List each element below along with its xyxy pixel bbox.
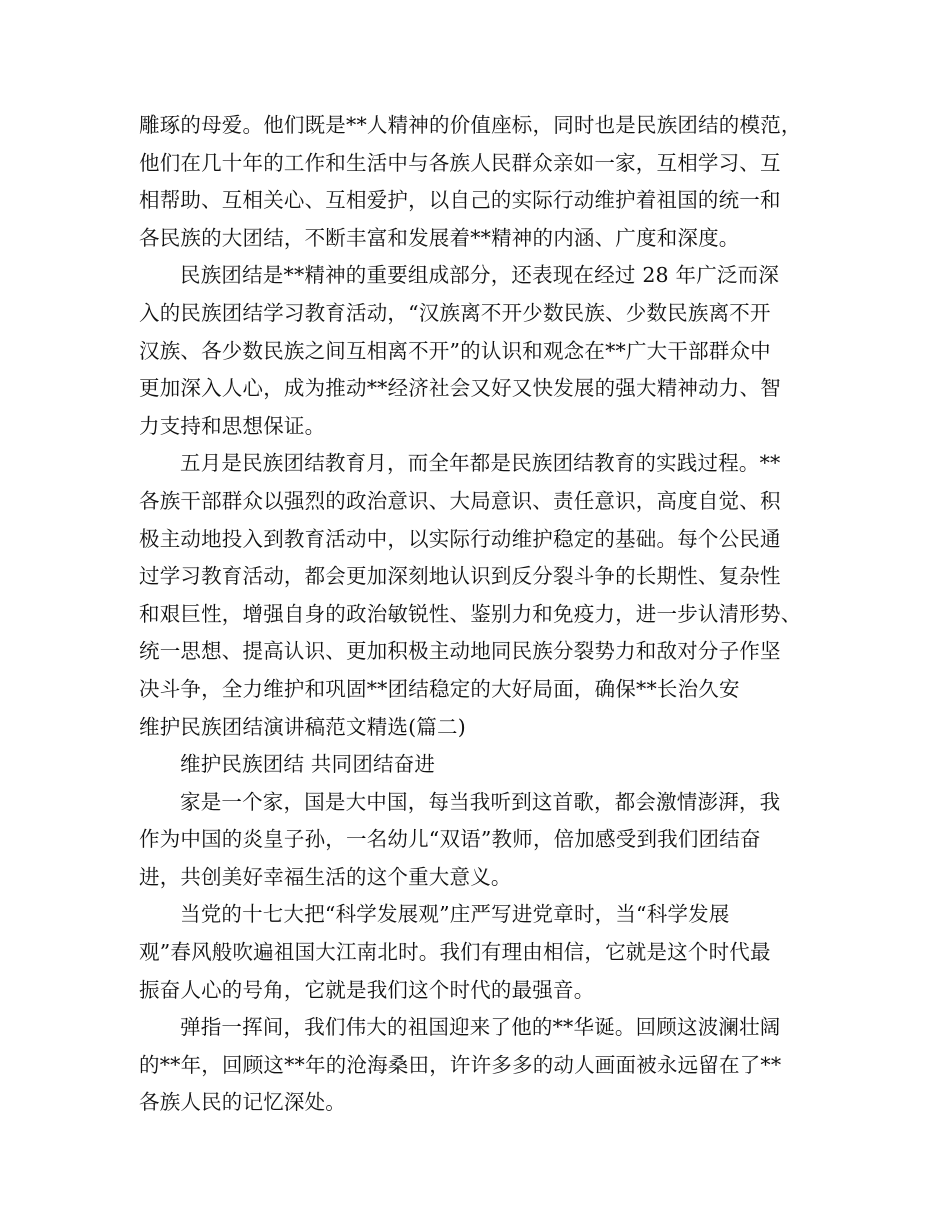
text-line: 各族干部群众以强烈的政治意识、大局意识、责任意识，高度自觉、积 xyxy=(139,488,781,513)
text-line: 弹指一挥间，我们伟大的祖国迎来了他的**华诞。回顾这波澜壮阔 xyxy=(180,1015,781,1040)
text-line: 家是一个家，国是大中国，每当我听到这首歌，都会激情澎湃，我 xyxy=(180,789,781,814)
text-line: 入的民族团结学习教育活动，“汉族离不开少数民族、少数民族离不开 xyxy=(139,300,771,325)
text-line: 各民族的大团结，不断丰富和发展着**精神的内涵、广度和深度。 xyxy=(139,225,740,250)
text-line: 五月是民族团结教育月，而全年都是民族团结教育的实践过程。** xyxy=(180,451,781,476)
text-line: 的**年，回顾这**年的沧海桑田，许许多多的动人画面被永远留在了** xyxy=(139,1052,782,1077)
text-line: 和艰巨性，增强自身的政治敏锐性、鉴别力和免疫力，进一步认清形势、 xyxy=(139,601,802,626)
text-line: 观”春风般吹遍祖国大江南北时。我们有理由相信，它就是这个时代最 xyxy=(139,940,771,965)
text-line: 统一思想、提高认识、更加积极主动地同民族分裂势力和敌对分子作坚 xyxy=(139,639,781,664)
text-line: 极主动地投入到教育活动中，以实际行动维护稳定的基础。每个公民通 xyxy=(139,526,781,551)
text-line: 力支持和思想保证。 xyxy=(139,413,326,438)
text-line: 维护民族团结演讲稿范文精选(篇二) xyxy=(139,714,466,739)
text-line: 雕琢的母爱。他们既是**人精神的价值座标，同时也是民族团结的模范， xyxy=(139,113,802,137)
text-line: 进，共创美好幸福生活的这个重大意义。 xyxy=(139,864,512,889)
text-line: 维护民族团结 共同团结奋进 xyxy=(180,752,436,777)
text-line: 相帮助、互相关心、互相爱护，以自己的实际行动维护着祖国的统一和 xyxy=(139,188,781,213)
text-line: 各族人民的记忆深处。 xyxy=(139,1090,346,1115)
text-line: 民族团结是**精神的重要组成部分，还表现在经过 28 年广泛而深 xyxy=(180,263,780,288)
text-line: 作为中国的炎皇子孙，一名幼儿“双语”教师，倍加感受到我们团结奋 xyxy=(139,827,761,852)
text-line: 当党的十七大把“科学发展观”庄严写进党章时，当“科学发展 xyxy=(180,902,730,927)
text-line: 他们在几十年的工作和生活中与各族人民群众亲如一家，互相学习、互 xyxy=(139,150,781,175)
text-line: 过学习教育活动，都会更加深刻地认识到反分裂斗争的长期性、复杂性 xyxy=(139,564,781,589)
text-line: 更加深入人心，成为推动**经济社会又好又快发展的强大精神动力、智 xyxy=(139,376,781,401)
text-line: 决斗争，全力维护和巩固**团结稳定的大好局面，确保**长治久安 xyxy=(139,676,740,701)
text-line: 汉族、各少数民族之间互相离不开”的认识和观念在**广大干部群众中 xyxy=(139,338,771,363)
document-body xyxy=(139,107,829,1122)
text-line: 振奋人心的号角，它就是我们这个时代的最强音。 xyxy=(139,977,595,1002)
